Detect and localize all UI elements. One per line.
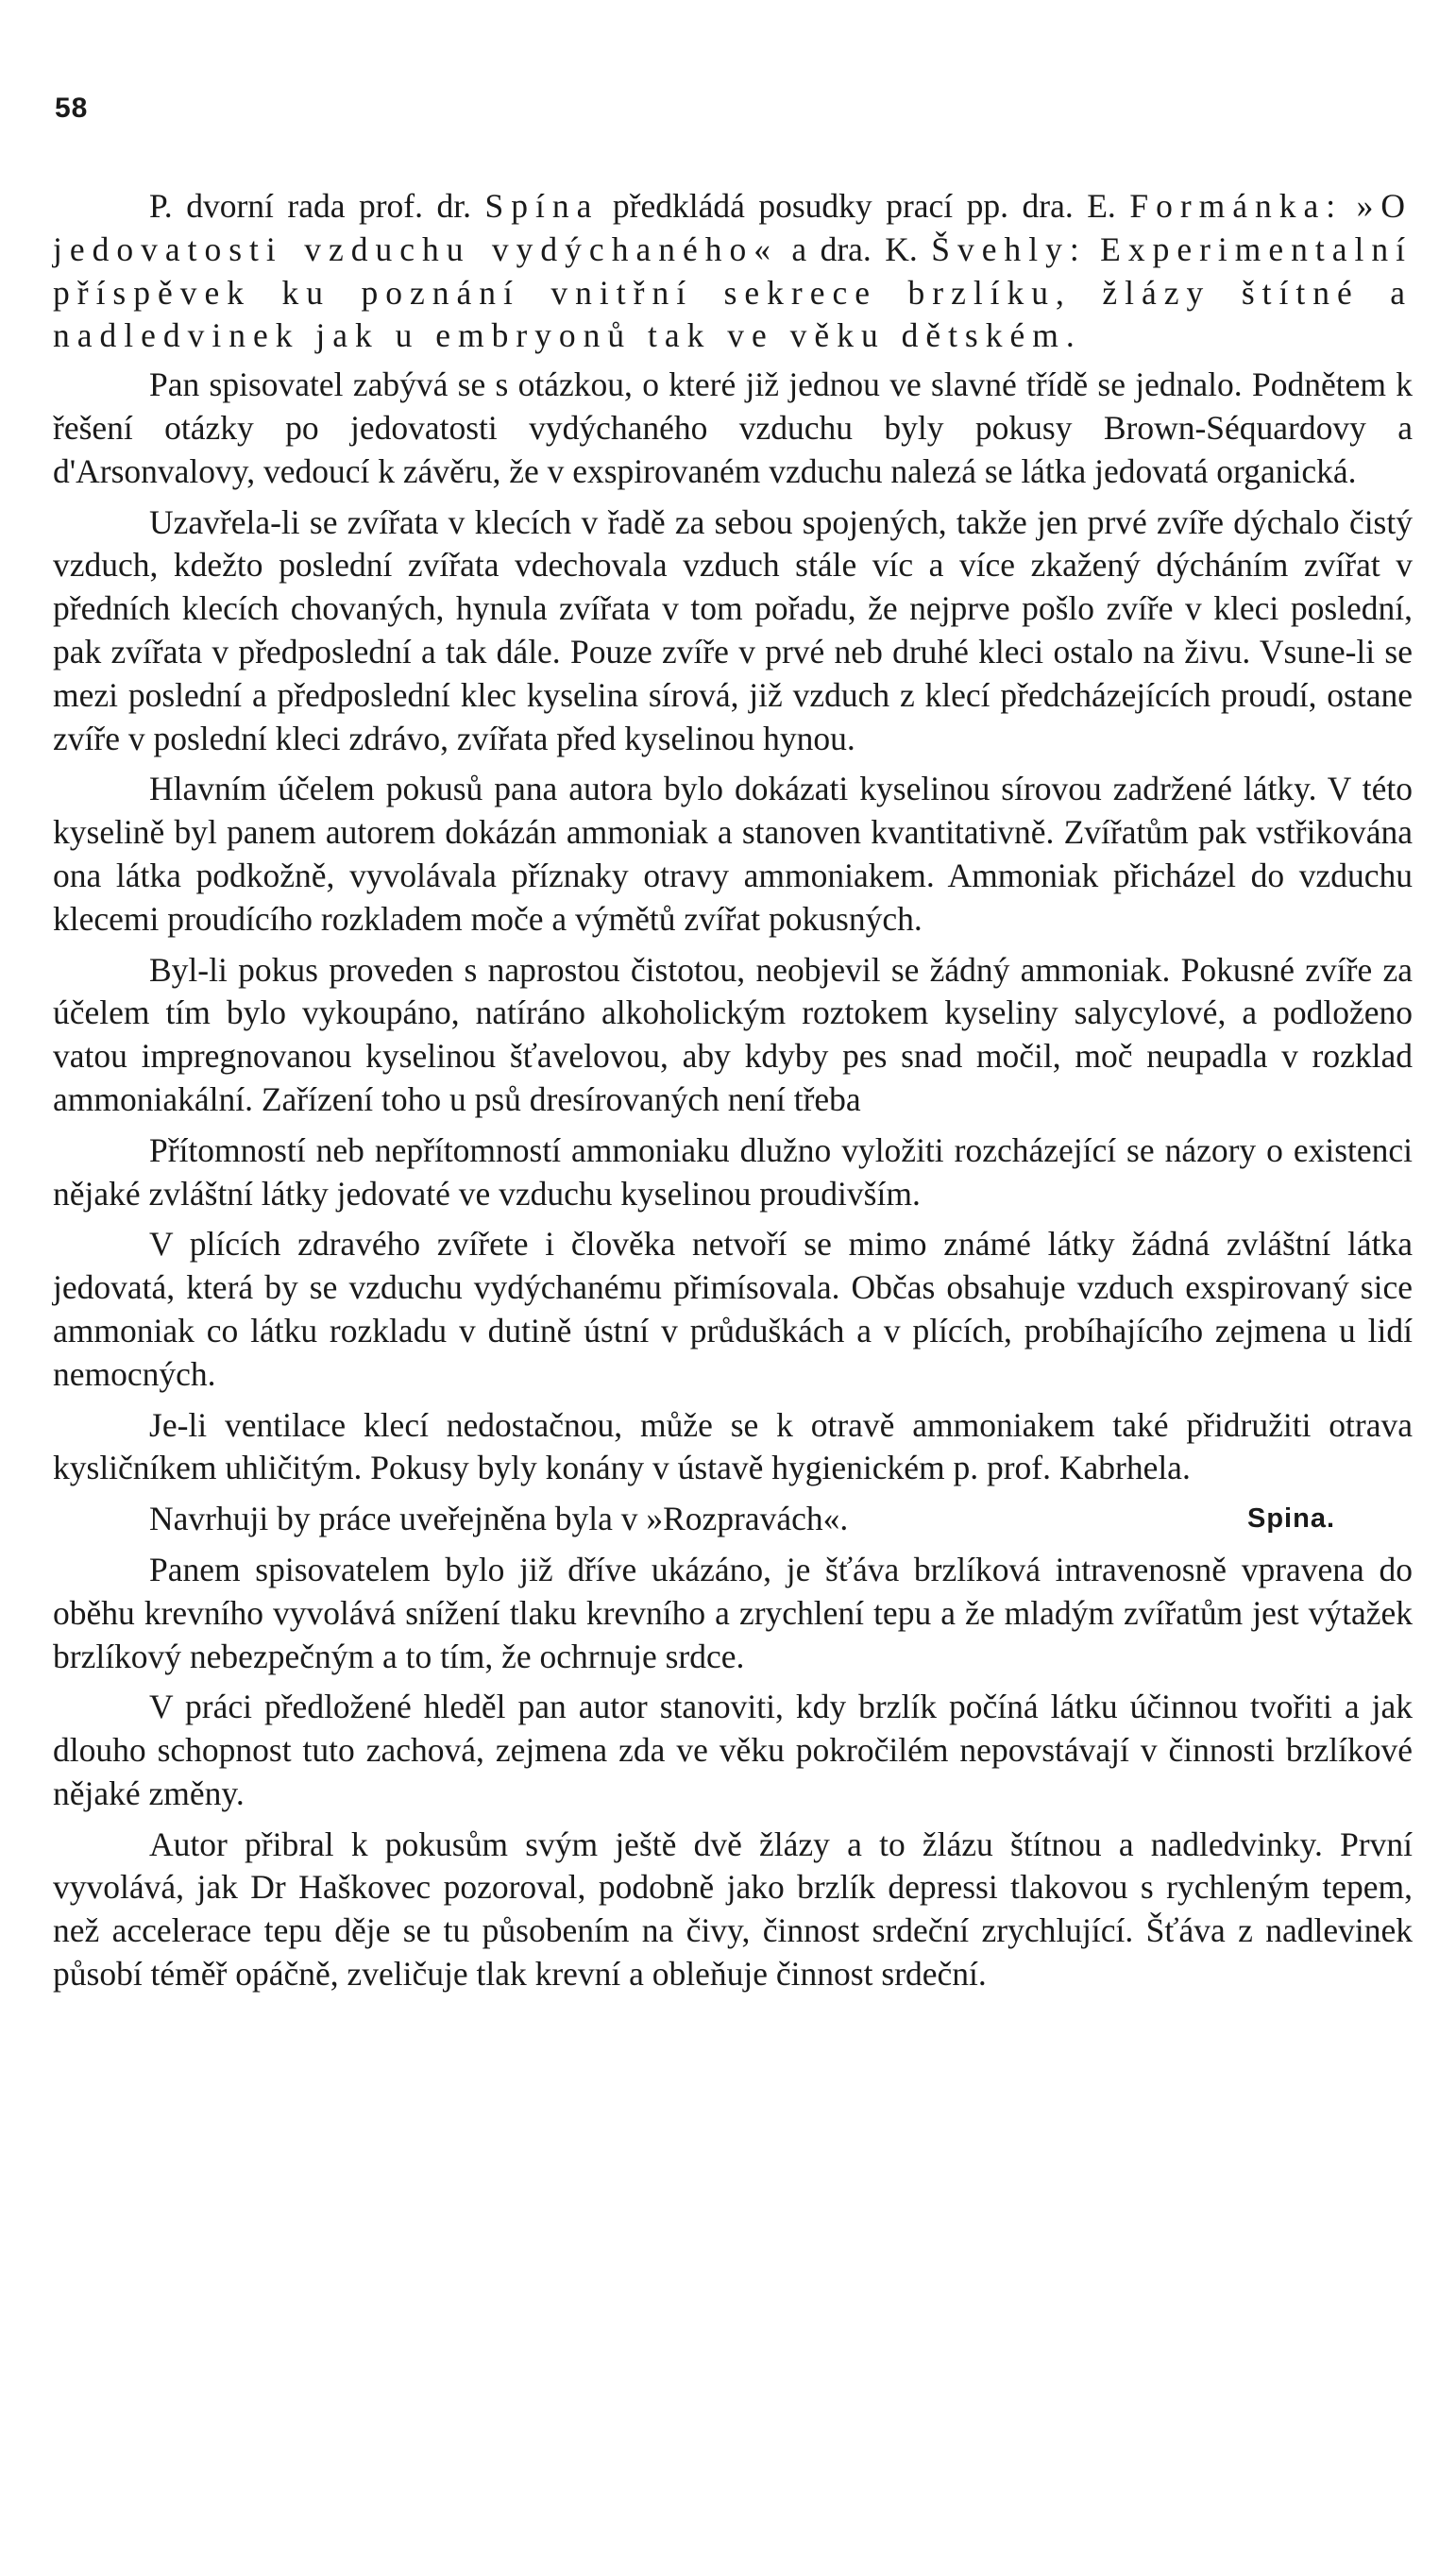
a-dra: a dra. K. bbox=[791, 229, 918, 268]
intro-line-text-2: předkládá posudky prací pp. dra. bbox=[612, 187, 1074, 225]
paragraph: V práci předložené hleděl pan autor stanoviti, kdy brzlík počíná látku účinnou tvořiti a jak dlouho schopnost tuto zachová, zejmena zda ve věku pokročilém nepovstávají v činnosti brzlíkové nějaké změny. bbox=[53, 1688, 1413, 1812]
work-title-2: Experimentalní příspěvek ku poznání vnitřní sekrece brzlíku, žlázy štítné a nadledvinek jak u embryonů tak ve věku dětském. bbox=[53, 229, 1414, 355]
signature: Spina. bbox=[1246, 1503, 1335, 1535]
paragraph: Uzavřela-li se zvířata v klecích v řadě za sebou spojených, takže jen prvé zvíře dýchalo čistý vzduch, kdežto poslední zvířata vdechovala vzduch stále víc a více zkažený dýcháním zvířat v předních klecích chovaných, hynula zvířata v tom pořadu, že nejprve pošlo zvíře v kleci poslední, pak zvířata v předposlední a tak dále. Pouze zvíře v prvé neb druhé kleci ostalo na živu. Vsune-li se mezi poslední a předposlední klec kyselina sírová, již vzduch z klecí předcházejících proudí, ostane zvíře v poslední kleci zdrávo, zvířata před kyselinou hynou. bbox=[53, 502, 1413, 757]
recommendation-line bbox=[53, 1498, 1413, 1541]
paragraph: Je-li ventilace klecí nedostačnou, může se k otravě ammoniakem také přidružiti otrava kysličníkem uhličitým. Pokusy byly konány v ústavě hygienickém p. prof. Kabrhela. bbox=[53, 1405, 1413, 1487]
paragraph: Přítomností neb nepřítomností ammoniaku dlužno vyložiti rozcházející se názory o existenci nějaké zvláštní látky jedovaté ve vzduchu kyselinou proudivším. bbox=[53, 1130, 1413, 1213]
author-name-spina: Spína bbox=[484, 187, 600, 225]
author-name-formanek: Formánka: bbox=[1129, 187, 1344, 225]
paragraph: Pan spisovatel zabývá se s otázkou, o které již jednou ve slavné třídě se jednalo. Podnětem k řešení otázky po jedovatosti vydýchaného vzduchu byly pokusy Brown-Séquardovy a d'Arsonvalovy, vedoucí k závěru, že v exspirovaném vzduchu nalezá se látka jedovatá organická. bbox=[53, 365, 1413, 490]
e-initial: E. bbox=[1087, 187, 1116, 225]
author-name-svehla: Švehly: bbox=[931, 229, 1087, 268]
page-number: 58 bbox=[55, 93, 89, 124]
work-title-1: »O jedovatosti vzduchu vydýchaného« bbox=[53, 187, 1414, 268]
intro-line-text: P. dvorní rada prof. dr. bbox=[149, 187, 471, 225]
paragraph: Byl-li pokus proveden s naprostou čistotou, neobjevil se žádný ammoniak. Pokusné zvíře za účelem tím bylo vykoupáno, natíráno alkoholickým roztokem kyseliny salycylové, a podloženo vatou impregnovanou kyselinou šťavelovou, aby kdyby pes snad močil, moč neupadla v rozklad ammoniakální. Zařízení toho u psů dresírovaných není třeba bbox=[53, 950, 1413, 1118]
paragraph: V plících zdravého zvířete i člověka netvoří se mimo známé látky žádná zvláštní látka jedovatá, která by se vzduchu vydýchanému přimísovala. Občas obsahuje vzduch exspirovaný sice ammoniak co látku rozkladu v dutině ústní v průduškách a v plících, probíhajícího zejmena u lidí nemocných. bbox=[53, 1225, 1413, 1393]
document-body bbox=[53, 185, 1413, 2004]
intro-paragraph bbox=[53, 185, 1413, 358]
paragraph: Hlavním účelem pokusů pana autora bylo dokázati kyselinou sírovou zadržené látky. V této kyselině byl panem autorem dokázán ammoniak a stanoven kvantitativně. Zvířatům pak vstřikována ona látka podkožně, vyvolávala příznaky otravy ammoniakem. Ammoniak přicházel do vzduchu klecemi proudícího rozkladem moče a výmětů zvířat pokusných. bbox=[53, 770, 1413, 938]
paragraph: Autor přibral k pokusům svým ještě dvě žlázy a to žlázu štítnou a nadledvinky. První vyvolává, jak Dr Haškovec pozoroval, podobně jako brzlík depressi tlakovou s rychleným tepem, než accelerace tepu děje se tu působením na čivy, činnost srdeční zrychlující. Šťáva z nadlevinek působí téměř opáčně, zveličuje tlak krevní a obleňuje činnost srdeční. bbox=[53, 1825, 1413, 1994]
recommendation-text: Navrhuji by práce uveřejněna byla v »Rozpravách«. bbox=[149, 1500, 849, 1538]
paragraph: Panem spisovatelem bylo již dříve ukázáno, je šťáva brzlíková intravenosně vpravena do oběhu krevního vyvolává snížení tlaku krevního a zrychlení tepu a že mladým zvířatům jest výtažek brzlíkový nebezpečným a to tím, že ochrnuje srdce. bbox=[53, 1550, 1413, 1675]
